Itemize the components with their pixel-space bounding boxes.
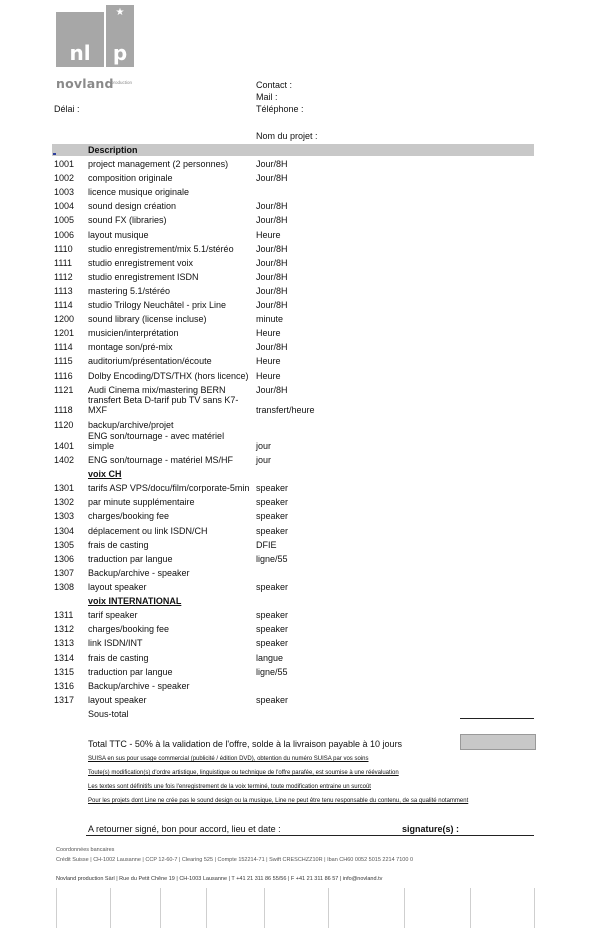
footer-decor-line (56, 888, 57, 928)
row-description: Backup/archive - speaker (88, 568, 190, 579)
footer-decor-line (264, 888, 265, 928)
row-description: studio enregistrement/mix 5.1/stéréo (88, 243, 234, 254)
row-unit: jour (256, 455, 272, 465)
row-description: sound design création (88, 201, 177, 212)
row-unit: Jour/8H (256, 173, 288, 184)
row-description: Dolby Encoding/DTS/THX (hors licence) (88, 370, 249, 381)
row-description: MXF (88, 405, 107, 415)
contact-label: Contact : (256, 80, 293, 90)
row-description: frais de casting (88, 539, 149, 550)
row-description: simple (88, 441, 115, 451)
row-unit: transfert/heure (256, 405, 315, 415)
row-unit: speaker (256, 638, 289, 649)
row-description: traduction par langue (88, 666, 173, 677)
row-description: licence musique originale (88, 187, 190, 198)
row-description: montage son/pré-mix (88, 342, 173, 353)
row-description: ENG son/tournage - matériel MS/HF (88, 455, 234, 465)
row-code: 1110 (54, 243, 73, 254)
row-code: 1306 (54, 554, 75, 564)
row-unit: Heure (256, 328, 281, 339)
row-code: 1315 (54, 666, 75, 677)
row-description: backup/archive/projet (88, 420, 174, 430)
bank-title: Coordonnées bancaires (56, 847, 115, 853)
footer-decor-line (404, 888, 405, 928)
footer-decor-line (110, 888, 111, 928)
logo-text-p: p (112, 41, 128, 65)
row-code: 1121 (54, 384, 74, 395)
logo-star-icon: ★ (115, 7, 125, 18)
row-code: 1118 (54, 405, 73, 415)
mail-label: Mail : (256, 92, 278, 102)
row-code: 1304 (54, 525, 75, 536)
row-code: 1115 (54, 356, 73, 367)
row-code: 1114 (54, 300, 73, 310)
signature-line (86, 835, 534, 836)
row-description: charges/booking fee (88, 624, 170, 635)
row-unit: ligne/55 (256, 666, 288, 677)
row-unit: Jour/8H (256, 342, 288, 353)
row-description: déplacement ou link ISDN/CH (88, 525, 208, 536)
row-code: 1111 (54, 257, 73, 268)
section-voix-international: voix INTERNATIONAL (88, 596, 182, 606)
row-unit: speaker (256, 483, 289, 493)
row-unit: Jour/8H (256, 271, 288, 282)
row-code: 1401 (54, 441, 75, 451)
row-unit: Jour/8H (256, 243, 288, 254)
total-box (460, 734, 536, 750)
section-voix-ch: voix CH (88, 469, 122, 479)
row-description: studio Trilogy Neuchâtel - prix Line (88, 300, 227, 310)
row-unit: Jour/8H (256, 300, 288, 310)
row-code: 1305 (54, 539, 75, 550)
row-unit: speaker (256, 624, 289, 635)
row-unit: langue (256, 652, 284, 663)
row-code: 1317 (54, 695, 75, 706)
row-unit: Heure (256, 229, 281, 240)
row-code: 1002 (54, 173, 75, 184)
row-description: traduction par langue (88, 554, 173, 564)
logo-tile-p (106, 5, 134, 67)
row-code: 1200 (54, 314, 75, 325)
row-unit: Jour/8H (256, 201, 288, 212)
telephone-label: Téléphone : (256, 104, 304, 114)
row-description: composition originale (88, 173, 173, 184)
row-code: 1201 (54, 328, 75, 339)
footer-decor-line (160, 888, 161, 928)
row-code: 1006 (54, 229, 75, 240)
logo-tile-nl (56, 12, 104, 67)
row-unit: DFIE (256, 539, 277, 550)
footer-decor-line (206, 888, 207, 928)
row-unit: Jour/8H (256, 159, 288, 169)
row-code: 1303 (54, 511, 75, 522)
row-code: 1112 (54, 271, 73, 282)
subtotal-label: Sous-total (88, 709, 129, 719)
total-label: Total TTC - 50% à la validation de l'offre, solde à la livraison payable à 10 jours (88, 739, 403, 749)
row-description: frais de casting (88, 652, 149, 663)
row-description: layout speaker (88, 695, 147, 706)
row-description: mastering 5.1/stéréo (88, 285, 171, 296)
row-code: 1402 (54, 455, 75, 465)
row-code: 1308 (54, 582, 75, 593)
row-code: 1114 (54, 342, 73, 353)
row-unit: Heure (256, 370, 281, 381)
row-description: auditorium/présentation/écoute (88, 356, 212, 367)
bank-details: Crédit Suisse | CH-1002 Lausanne | CCP 12-60-7 | Clearing 525 | Compte 152214-71 | Swift CRESCHZZ10R | Iban CH60 0052 5015 2214 7100 0 (56, 857, 414, 863)
row-code: 1004 (54, 201, 75, 212)
row-unit: minute (256, 314, 284, 325)
row-description: layout speaker (88, 582, 147, 593)
row-code: 1311 (54, 610, 74, 620)
row-unit: ligne/55 (256, 554, 288, 564)
row-code: 1120 (54, 420, 74, 430)
row-description: studio enregistrement ISDN (88, 271, 199, 282)
row-description: layout musique (88, 229, 149, 240)
description-title: Description (88, 145, 138, 155)
row-unit: speaker (256, 525, 289, 536)
note-textes: Les textes sont définitifs une fois l'enregistrement de la voix terminé, toute modification entraine un surcoût (88, 784, 371, 790)
row-code: 1302 (54, 497, 75, 508)
row-code: 1003 (54, 187, 75, 198)
row-unit: Jour/8H (256, 384, 288, 395)
signature-label: signature(s) : (402, 824, 460, 834)
row-code: 1312 (54, 624, 75, 635)
row-unit: speaker (256, 610, 289, 620)
logo-text-nl: nl (69, 41, 91, 65)
project-name-label: Nom du projet : (256, 131, 318, 141)
row-unit: speaker (256, 582, 289, 593)
row-unit: jour (256, 441, 272, 451)
row-description: musicien/interprétation (88, 328, 179, 339)
row-description: sound library (license incluse) (88, 314, 207, 325)
logo-subtitle: production (111, 80, 133, 85)
footer-decor-line (534, 888, 535, 928)
note-modification: Toute(s) modification(s) d'ordre artistique, linguistique ou technique de l'offre parafée, est soumise à une réévaluation (88, 770, 399, 776)
row-code: 1313 (54, 638, 75, 649)
row-description: Backup/archive - speaker (88, 681, 190, 691)
row-code: 1307 (54, 568, 75, 579)
marker-dot (53, 153, 56, 155)
row-unit: Jour/8H (256, 285, 288, 296)
subtotal-line (460, 718, 534, 719)
row-code: 1001 (54, 159, 75, 169)
row-description: link ISDN/INT (88, 638, 143, 649)
row-code: 1113 (54, 285, 73, 296)
row-unit: speaker (256, 511, 289, 522)
row-description: tarifs ASP VPS/docu/film/corporate-5min (88, 483, 250, 493)
logo-name: novland (56, 76, 114, 91)
note-projets: Pour les projets dont Line ne crée pas le sound design ou la musique, Line ne peut être tenu responsable du contenu, de sa qualité notamment (88, 798, 469, 804)
row-description: Audi Cinema mix/mastering BERN (88, 384, 226, 395)
row-description: studio enregistrement voix (88, 257, 194, 268)
row-code: 1005 (54, 215, 75, 226)
row-unit: speaker (256, 497, 289, 508)
row-unit: speaker (256, 695, 289, 706)
row-unit: Heure (256, 356, 281, 367)
note-suisa: SUISA en sus pour usage commercial (publicité / édition DVD), obtention du numéro SUISA par vos soins (88, 756, 369, 762)
row-unit: Jour/8H (256, 215, 288, 226)
company-address: Novland production Sàrl | Rue du Petit Chêne 19 | CH-1003 Lausanne | T +41 21 311 86 55/56 | F +41 21 311 86 57 | info@novland.tv (56, 876, 383, 882)
footer-decor-line (470, 888, 471, 928)
row-code: 1314 (54, 652, 75, 663)
row-unit: Jour/8H (256, 257, 288, 268)
return-signed-label: A retourner signé, bon pour accord, lieu et date : (88, 824, 281, 834)
footer-decor-line (328, 888, 329, 928)
row-description: sound FX (libraries) (88, 215, 167, 226)
row-description: charges/booking fee (88, 511, 170, 522)
row-description: par minute supplémentaire (88, 497, 195, 508)
row-code: 1301 (54, 483, 75, 493)
row-description: ENG son/tournage - avec matériel (88, 431, 225, 441)
row-code: 1316 (54, 681, 75, 691)
row-code: 1116 (54, 370, 73, 381)
row-description: transfert Beta D-tarif pub TV sans K7- (88, 395, 239, 405)
row-description: project management (2 personnes) (88, 159, 229, 169)
row-description: tarif speaker (88, 610, 138, 620)
delai-label: Délai : (54, 104, 80, 114)
